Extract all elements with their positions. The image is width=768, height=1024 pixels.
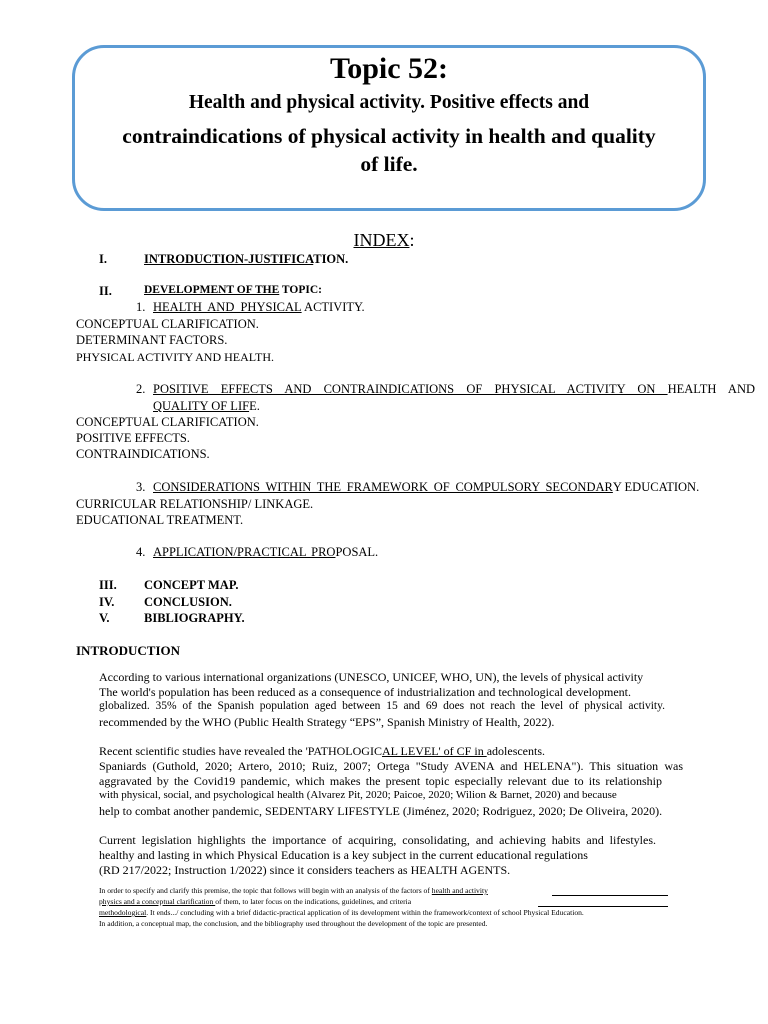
subitem-2-line-2 (153, 399, 260, 414)
index-item-1-num: I. (99, 252, 107, 266)
intro-p2-line-3: aggravated by the Covid19 pandemic, which makes the present topic especially relevant due to its relationship (99, 774, 662, 788)
footnote-line-1-underlined: health and activity (431, 886, 488, 895)
subitem-2-sub-line-1: CONCEPTUAL CLARIFICATION. (76, 415, 259, 429)
index-item-5-num: V. (99, 611, 110, 625)
index-item-4-label: CONCLUSION. (144, 595, 232, 609)
subitem-2-line-2-underlined: QUALITY OF LIF (153, 399, 250, 413)
subitem-2-num: 2. (136, 382, 146, 396)
subitem-1-line-2: DETERMINANT FACTORS. (76, 333, 228, 347)
index-item-3-num: III. (99, 578, 117, 592)
footnote-fill-line-2 (538, 906, 668, 907)
subitem-3-line-1: CURRICULAR RELATIONSHIP/ LINKAGE. (76, 497, 314, 511)
intro-p3-line-3: (RD 217/2022; Instruction 1/2022) since it considers teachers as HEALTH AGENTS. (99, 863, 511, 877)
topic-title: Topic 52: (329, 52, 449, 85)
intro-p3-line-1: Current legislation highlights the importance of acquiring, consolidating, and achieving habits and lifestyles. (99, 833, 656, 847)
index-item-2-label-underlined: DEVELOPMENT OF THE (144, 284, 280, 296)
footnote-line-3 (99, 908, 584, 917)
topic-subtitle-line-2 (75, 122, 703, 178)
index-heading-word: INDEX (353, 230, 410, 250)
subitem-1-label-rest: ACTIVITY. (301, 300, 365, 314)
subitem-3-line-2: EDUCATIONAL TREATMENT. (76, 513, 244, 527)
index-item-5-label: BIBLIOGRAPHY. (144, 611, 245, 625)
intro-p1-line-1: According to various international organizations (UNESCO, UNICEF, WHO, UN), the levels of physical activity (99, 670, 644, 684)
introduction-heading: INTRODUCTION (76, 643, 181, 658)
intro-p2-line-1-b: adolescents. (486, 744, 546, 758)
subitem-4-label-rest: POSAL. (335, 545, 379, 559)
subitem-2-sub-line-3: CONTRAINDICATIONS. (76, 447, 210, 461)
subitem-3-label-rest: Y EDUCATION. (612, 480, 700, 494)
title-box (72, 45, 706, 211)
index-item-2-label-rest: TOPIC: (279, 284, 322, 296)
intro-p1-line-2: The world's population has been reduced as a consequence of industrialization and technological development. (99, 685, 631, 699)
index-heading-colon: : (409, 230, 415, 250)
index-item-2-label (144, 284, 322, 296)
intro-p2-line-1-a: Recent scientific studies have revealed the 'PATHOLOGIC (99, 744, 382, 758)
index-item-1-label (144, 252, 348, 267)
index-item-2-num: II. (99, 284, 112, 298)
index-heading (0, 230, 768, 251)
index-item-1-label-underlined: INTRODUCTION-JUSTIFICA (144, 252, 314, 266)
subitem-2-sub-line-2: POSITIVE EFFECTS. (76, 431, 190, 445)
footnote-line-2-b: of them, to later focus on the indications, guidelines, and criteria (215, 897, 412, 906)
footnote-line-1 (99, 886, 488, 895)
topic-subtitle-line-2b: of life. (360, 152, 418, 176)
subitem-2-line-1-rest: HEALTH AND (667, 382, 756, 396)
intro-p1-line-4: recommended by the WHO (Public Health Strategy “EPS”, Spanish Ministry of Health, 2022). (99, 715, 555, 729)
footnote-line-3-underlined: methodological (99, 908, 147, 917)
intro-p3-line-2: healthy and lasting in which Physical Education is a key subject in the current educational regulations (99, 848, 588, 862)
subitem-1-label (153, 300, 365, 315)
footnote-fill-line-1 (552, 895, 668, 896)
subitem-1-line-1: CONCEPTUAL CLARIFICATION. (76, 317, 259, 331)
footnote-line-3-b: . It ends.../ concluding with a brief didactic-practical application of its development within the framework/context of school Physical Education. (146, 908, 584, 917)
subitem-2-line-1 (153, 382, 755, 397)
subitem-2-line-2-rest: E. (249, 399, 260, 413)
subitem-3-num: 3. (136, 480, 146, 494)
subitem-4-label (153, 545, 378, 560)
index-item-3-label: CONCEPT MAP. (144, 578, 239, 592)
intro-p2-line-4: with physical, social, and psychological health (Alvarez Pit, 2020; Paicoe, 2020; Wilion & Barnet, 2020) and because (99, 789, 617, 801)
intro-p2-line-1 (99, 744, 655, 759)
footnote-line-4: In addition, a conceptual map, the conclusion, and the bibliography used throughout the development of the topic are presented. (99, 919, 488, 928)
footnote-line-1-a: In order to specify and clarify this premise, the topic that follows will begin with an analysis of the factors of (99, 886, 432, 895)
intro-p2-line-2: Spaniards (Guthold, 2020; Artero, 2010; Ruiz, 2007; Ortega "Study AVENA and HELENA"). This situation was (99, 759, 683, 773)
intro-p2-line-1-underlined: AL LEVEL' of CF in (381, 744, 487, 758)
subitem-3-label (153, 480, 765, 495)
intro-p1-line-3: globalized. 35% of the Spanish population aged between 15 and 69 does not reach the level of physical activity. (99, 700, 665, 712)
intro-p2-line-5: help to combat another pandemic, SEDENTARY LIFESTYLE (Jiménez, 2020; Rodriguez, 2020; De Oliveira, 2020). (99, 804, 663, 818)
subitem-1-line-3: PHYSICAL ACTIVITY AND HEALTH. (76, 350, 274, 364)
subitem-3-label-underlined: CONSIDERATIONS WITHIN THE FRAMEWORK OF COMPULSORY SECONDAR (153, 480, 613, 494)
index-item-1-label-rest: TION. (313, 252, 349, 266)
footnote-line-2-underlined: physics and a conceptual clarification (99, 897, 216, 906)
topic-subtitle-line-1: Health and physical activity. Positive effects and (188, 92, 590, 113)
footnote-line-2 (99, 897, 411, 906)
subitem-2-line-1-underlined: POSITIVE EFFECTS AND CONTRAINDICATIONS OF PHYSICAL ACTIVITY ON (153, 382, 668, 396)
topic-subtitle-line-2a: contraindications of physical activity in health and quality (122, 124, 656, 148)
subitem-4-num: 4. (136, 545, 146, 559)
subitem-4-label-underlined: APPLICATION/PRACTICAL PRO (153, 545, 336, 559)
index-item-4-num: IV. (99, 595, 115, 609)
subitem-1-label-underlined: HEALTH AND PHYSICAL (153, 300, 302, 314)
subitem-1-num: 1. (136, 300, 146, 314)
